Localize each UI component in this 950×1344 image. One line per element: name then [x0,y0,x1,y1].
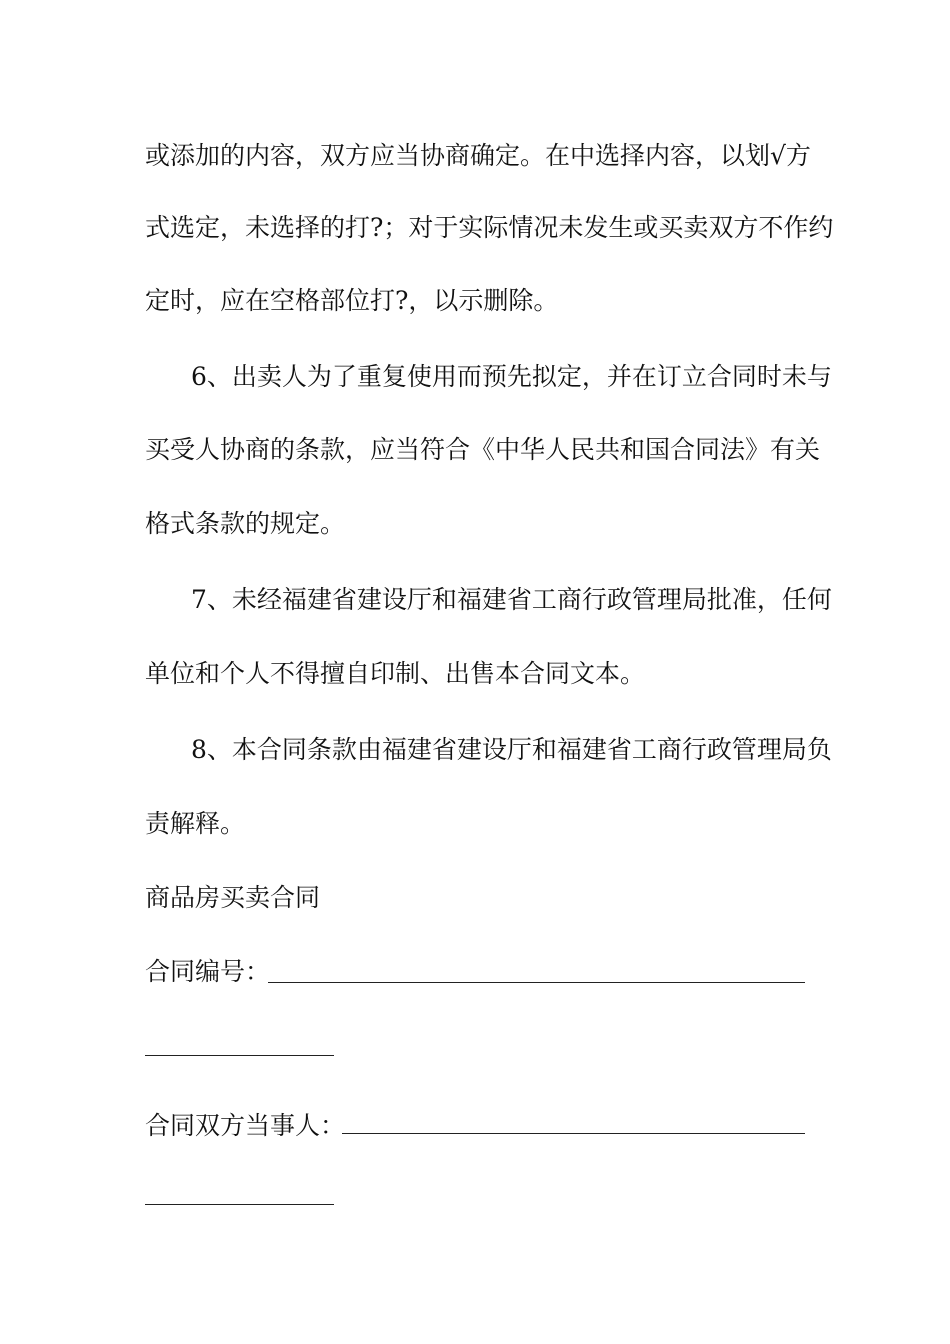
contract-number-blank [268,982,805,983]
paragraph-8-line-1: 8、本合同条款由福建省建设厅和福建省工商行政管理局负 [191,735,832,764]
contract-number-label: 合同编号： [145,957,271,986]
contract-parties-blank-continued [145,1204,334,1205]
paragraph-6-line-1: 6、出卖人为了重复使用而预先拟定，并在订立合同时未与 [191,362,832,391]
contract-title: 商品房买卖合同 [145,883,321,912]
contract-parties-label: 合同双方当事人： [145,1111,346,1140]
contract-number-blank-continued [145,1055,334,1056]
paragraph-6-line-2: 买受人协商的条款，应当符合《中华人民共和国合同法》有关 [145,435,821,464]
paragraph-7-line-2: 单位和个人不得擅自印制、出售本合同文本。 [145,659,646,688]
contract-parties-blank [342,1133,805,1134]
paragraph-5-line-1: 或添加的内容，双方应当协商确定。在中选择内容，以划√方 [145,141,811,170]
paragraph-8-line-2: 责解释。 [145,809,246,838]
paragraph-5-line-2: 式选定，未选择的打?；对于实际情况未发生或买卖双方不作约 [145,213,834,242]
paragraph-5-line-3: 定时，应在空格部位打?，以示删除。 [145,286,559,315]
paragraph-7-line-1: 7、未经福建省建设厅和福建省工商行政管理局批准，任何 [191,585,832,614]
paragraph-6-line-3: 格式条款的规定。 [145,509,346,538]
